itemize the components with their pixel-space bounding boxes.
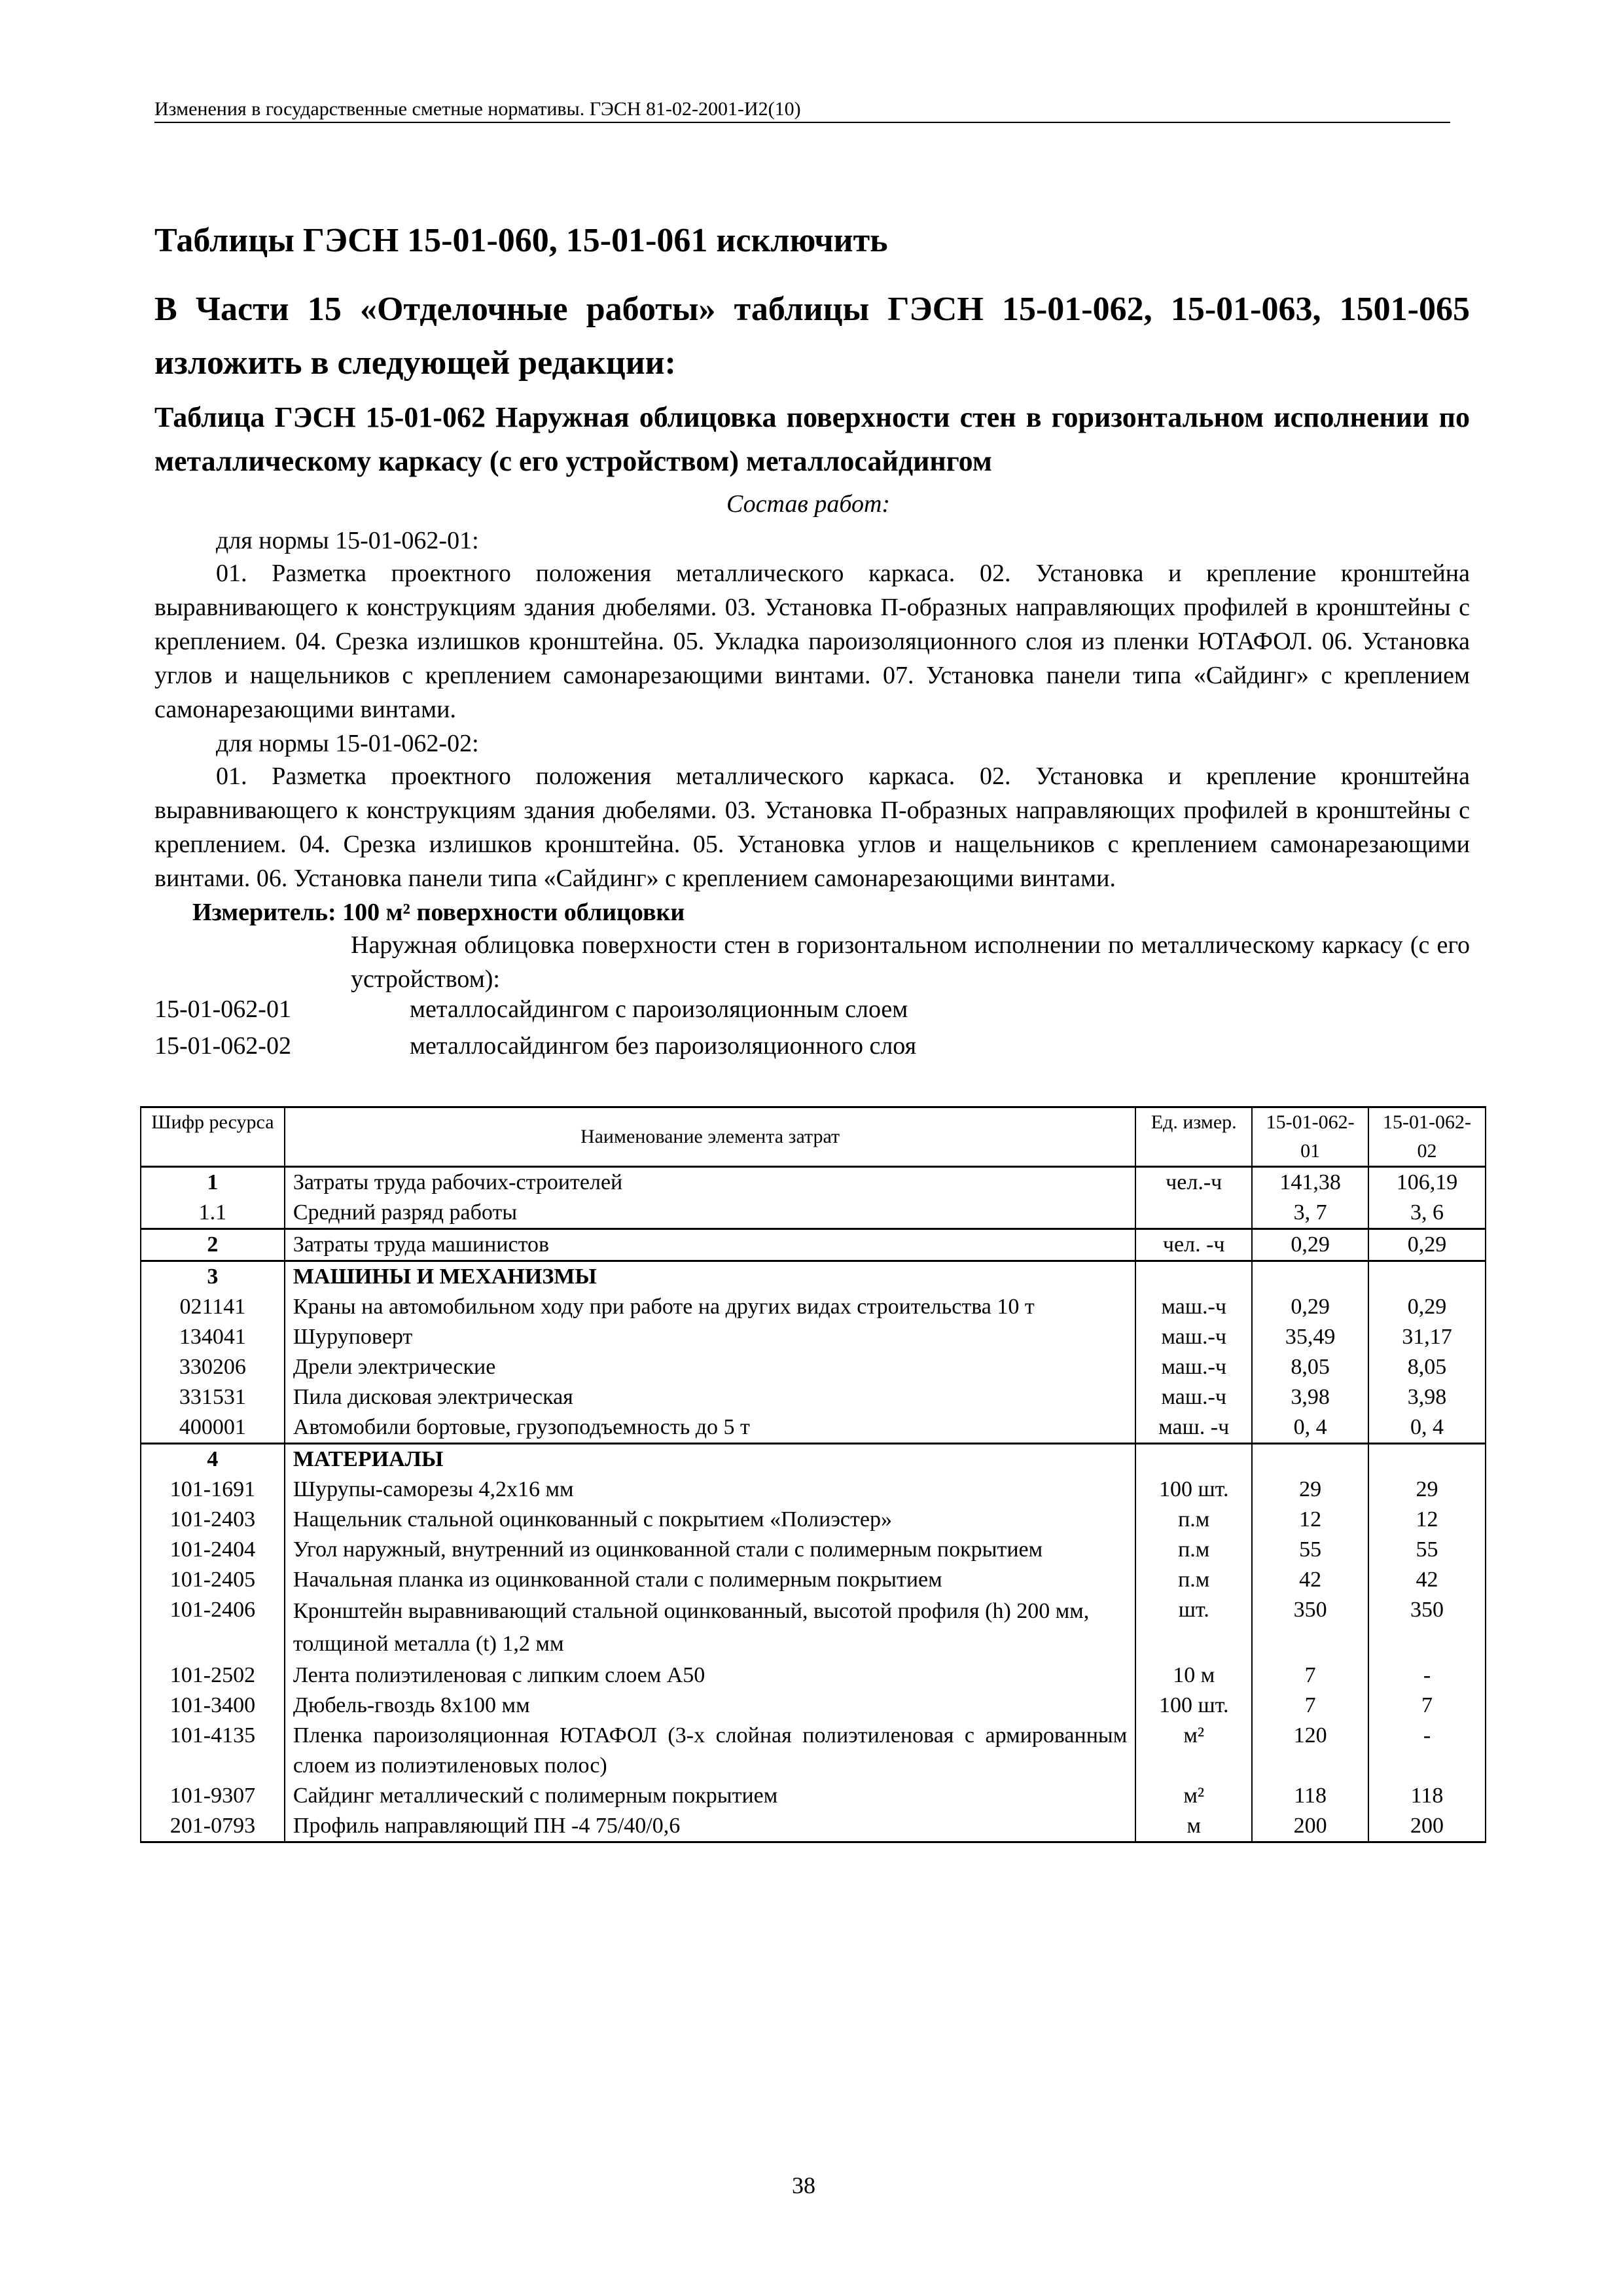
cell-value-1 <box>1252 1444 1368 1475</box>
table-row <box>141 1535 1486 1565</box>
cell-value-1: 350 <box>1252 1595 1368 1660</box>
cell-name: Затраты труда машинистов <box>285 1229 1135 1261</box>
resource-table <box>140 1106 1486 1843</box>
cell-value-1: 120 <box>1252 1721 1368 1781</box>
cell-code: 2 <box>141 1229 285 1261</box>
cell-unit: 100 шт. <box>1135 1475 1252 1505</box>
cell-value-1: 0,29 <box>1252 1229 1368 1261</box>
norm-code: 15-01-062-01 <box>154 996 291 1023</box>
cell-value-1 <box>1252 1261 1368 1293</box>
cell-code: 101-2406 <box>141 1595 285 1660</box>
work-composition-label: Состав работ: <box>726 490 891 518</box>
cell-value-2: 29 <box>1368 1475 1486 1505</box>
cell-name: Угол наружный, внутренний из оцинкованной стали с полимерным покрытием <box>285 1535 1135 1565</box>
table-section-row <box>141 1261 1486 1293</box>
cell-value-1: 200 <box>1252 1811 1368 1842</box>
table-section-row <box>141 1444 1486 1475</box>
cell-code: 134041 <box>141 1322 285 1352</box>
cell-name: Пила дисковая электрическая <box>285 1382 1135 1412</box>
norm1-label: для нормы 15-01-062-01: <box>216 527 479 554</box>
table-row <box>141 1781 1486 1811</box>
cell-unit: м² <box>1135 1781 1252 1811</box>
cell-value-2: 3, 6 <box>1368 1198 1486 1229</box>
norm2-work-text: 01. Разметка проектного положения металлического каркаса. 02. Установка и крепление кронштейна выравнивающего к конструкциям здания дюбелями. 03. Установка П-образных направляющих профилей в кронштейны с креплением. 04. Срезка излишков кронштейна. 05. Установка углов и нащельников с креплением самонарезающими винтами. 06. Установка панели типа «Сайдинг» с креплением самонарезающими винтами. <box>154 762 1470 892</box>
table-row <box>141 1691 1486 1721</box>
table-row <box>141 1322 1486 1352</box>
cell-value-2: 0, 4 <box>1368 1412 1486 1444</box>
header-col1: 15-01-062-01 <box>1252 1107 1368 1167</box>
cell-name: Лента полиэтиленовая с липким слоем А50 <box>285 1660 1135 1691</box>
cell-name: МАШИНЫ И МЕХАНИЗМЫ <box>285 1261 1135 1293</box>
cell-value-2: 31,17 <box>1368 1322 1486 1352</box>
header-col2: 15-01-062-02 <box>1368 1107 1486 1167</box>
cell-unit: п.м <box>1135 1565 1252 1595</box>
norm-code: 15-01-062-02 <box>154 1032 291 1060</box>
cell-unit: 100 шт. <box>1135 1691 1252 1721</box>
cell-value-2: 0,29 <box>1368 1292 1486 1322</box>
cell-name: МАТЕРИАЛЫ <box>285 1444 1135 1475</box>
cell-value-1: 8,05 <box>1252 1352 1368 1382</box>
cell-code: 4 <box>141 1444 285 1475</box>
cell-unit: п.м <box>1135 1505 1252 1535</box>
cell-value-2 <box>1368 1444 1486 1475</box>
cell-value-2: 350 <box>1368 1595 1486 1660</box>
cell-unit: маш.-ч <box>1135 1292 1252 1322</box>
cell-unit: маш.-ч <box>1135 1382 1252 1412</box>
cell-value-2: - <box>1368 1660 1486 1691</box>
cell-name: Краны на автомобильном ходу при работе на других видах строительства 10 т <box>285 1292 1135 1322</box>
running-header: Изменения в государственные сметные нормативы. ГЭСН 81-02-2001-И2(10) <box>154 98 1450 123</box>
cell-value-1: 7 <box>1252 1691 1368 1721</box>
cell-value-2: 42 <box>1368 1565 1486 1595</box>
table-row <box>141 1167 1486 1198</box>
cell-value-1: 3,98 <box>1252 1382 1368 1412</box>
cell-code: 101-3400 <box>141 1691 285 1721</box>
cell-name: Автомобили бортовые, грузоподъемность до 5 т <box>285 1412 1135 1444</box>
cell-value-2: 3,98 <box>1368 1382 1486 1412</box>
table-row <box>141 1198 1486 1229</box>
table-row <box>141 1811 1486 1842</box>
header-code: Шифр ресурса <box>141 1107 285 1167</box>
cell-unit: чел.-ч <box>1135 1167 1252 1198</box>
table-row <box>141 1292 1486 1322</box>
cell-unit: м² <box>1135 1721 1252 1781</box>
cell-code: 330206 <box>141 1352 285 1382</box>
cell-value-2: 55 <box>1368 1535 1486 1565</box>
norm1-work-text: 01. Разметка проектного положения металлического каркаса. 02. Установка и крепление кронштейна выравнивающего к конструкциям здания дюбелями. 03. Установка П-образных направляющих профилей в кронштейны с креплением. 04. Срезка излишков кронштейна. 05. Укладка пароизоляционного слоя из пленки ЮТАФОЛ. 06. Установка углов и нащельников с креплением самонарезающими винтами. 07. Установка панели типа «Сайдинг» с креплением самонарезающими винтами. <box>154 560 1470 723</box>
cell-value-1: 141,38 <box>1252 1167 1368 1198</box>
cell-code: 101-2404 <box>141 1535 285 1565</box>
table-row <box>141 1505 1486 1535</box>
cell-name: Профиль направляющий ПН -4 75/40/0,6 <box>285 1811 1135 1842</box>
cell-unit <box>1135 1444 1252 1475</box>
cell-name: Средний разряд работы <box>285 1198 1135 1229</box>
cell-unit <box>1135 1261 1252 1293</box>
cell-name: Начальная планка из оцинкованной стали с полимерным покрытием <box>285 1565 1135 1595</box>
cell-name: Нащельник стальной оцинкованный с покрытием «Полиэстер» <box>285 1505 1135 1535</box>
table-title: Таблица ГЭСН 15-01-062 Наружная облицовка поверхности стен в горизонтальном исполнении по металлическому каркасу (с его устройством) металлосайдингом <box>154 401 1470 477</box>
table-row <box>141 1352 1486 1382</box>
cell-value-1: 3, 7 <box>1252 1198 1368 1229</box>
cell-name: Шурупы-саморезы 4,2x16 мм <box>285 1475 1135 1505</box>
cell-code: 1 <box>141 1167 285 1198</box>
cell-value-2: 12 <box>1368 1505 1486 1535</box>
cell-unit: м <box>1135 1811 1252 1842</box>
heading-exclude-tables: Таблицы ГЭСН 15-01-060, 15-01-061 исключить <box>154 222 888 259</box>
heading-new-edition: В Части 15 «Отделочные работы» таблицы ГЭСН 15-01-062, 15-01-063, 1501-065 изложить в следующей редакции: <box>154 291 1470 382</box>
table-row <box>141 1595 1486 1660</box>
cell-code: 101-9307 <box>141 1781 285 1811</box>
cell-value-2: 200 <box>1368 1811 1486 1842</box>
cell-value-2 <box>1368 1261 1486 1293</box>
cell-value-1: 29 <box>1252 1475 1368 1505</box>
cell-code: 101-2502 <box>141 1660 285 1691</box>
cell-unit: маш.-ч <box>1135 1352 1252 1382</box>
cell-value-2: 118 <box>1368 1781 1486 1811</box>
table-row <box>141 1660 1486 1691</box>
cell-unit: п.м <box>1135 1535 1252 1565</box>
table-row <box>141 1475 1486 1505</box>
table-row <box>141 1382 1486 1412</box>
cell-value-1: 12 <box>1252 1505 1368 1535</box>
measure-unit: Измеритель: 100 м² поверхности облицовки <box>192 899 685 926</box>
cell-unit <box>1135 1198 1252 1229</box>
cell-code: 101-4135 <box>141 1721 285 1781</box>
cell-name: Затраты труда рабочих-строителей <box>285 1167 1135 1198</box>
cell-code: 400001 <box>141 1412 285 1444</box>
cell-unit: маш.-ч <box>1135 1322 1252 1352</box>
table-row <box>141 1229 1486 1261</box>
cell-value-1: 35,49 <box>1252 1322 1368 1352</box>
cell-value-2: 106,19 <box>1368 1167 1486 1198</box>
cell-code: 331531 <box>141 1382 285 1412</box>
cell-code: 201-0793 <box>141 1811 285 1842</box>
cell-value-1: 118 <box>1252 1781 1368 1811</box>
norm2-label: для нормы 15-01-062-02: <box>216 730 479 757</box>
cell-name: Дюбель-гвоздь 8x100 мм <box>285 1691 1135 1721</box>
cell-name: Пленка пароизоляционная ЮТАФОЛ (3-х слойная полиэтиленовая с армированным слоем из полиэтиленовых полос) <box>285 1721 1135 1781</box>
cell-value-1: 55 <box>1252 1535 1368 1565</box>
cell-unit: шт. <box>1135 1595 1252 1660</box>
cell-code: 101-1691 <box>141 1475 285 1505</box>
cell-code: 1.1 <box>141 1198 285 1229</box>
cell-value-2: 0,29 <box>1368 1229 1486 1261</box>
cell-code: 101-2405 <box>141 1565 285 1595</box>
cell-name: Кронштейн выравнивающий стальной оцинкованный, высотой профиля (h) 200 мм, толщиной металла (t) 1,2 мм <box>285 1595 1135 1660</box>
cell-name: Шуруповерт <box>285 1322 1135 1352</box>
table-row <box>141 1412 1486 1444</box>
norms-intro: Наружная облицовка поверхности стен в горизонтальном исполнении по металлическому каркасу (с его устройством): <box>351 931 1470 993</box>
cell-unit: чел. -ч <box>1135 1229 1252 1261</box>
table-row <box>141 1565 1486 1595</box>
norm-description: металлосайдингом с пароизоляционным слоем <box>410 996 908 1023</box>
cell-value-2: 8,05 <box>1368 1352 1486 1382</box>
table-row <box>141 1721 1486 1781</box>
cell-name: Сайдинг металлический с полимерным покрытием <box>285 1781 1135 1811</box>
cell-value-2: - <box>1368 1721 1486 1781</box>
cell-unit: маш. -ч <box>1135 1412 1252 1444</box>
cell-unit: 10 м <box>1135 1660 1252 1691</box>
header-name: Наименование элемента затрат <box>285 1107 1135 1167</box>
header-unit: Ед. измер. <box>1135 1107 1252 1167</box>
page-number: 38 <box>792 2172 815 2198</box>
norm-description: металлосайдингом без пароизоляционного слоя <box>410 1032 917 1060</box>
cell-value-1: 0,29 <box>1252 1292 1368 1322</box>
table-header-row <box>141 1107 1486 1167</box>
cell-value-1: 42 <box>1252 1565 1368 1595</box>
cell-value-1: 0, 4 <box>1252 1412 1368 1444</box>
cell-code: 021141 <box>141 1292 285 1322</box>
cell-name: Дрели электрические <box>285 1352 1135 1382</box>
cell-value-2: 7 <box>1368 1691 1486 1721</box>
cell-code: 3 <box>141 1261 285 1293</box>
cell-code: 101-2403 <box>141 1505 285 1535</box>
cell-value-1: 7 <box>1252 1660 1368 1691</box>
